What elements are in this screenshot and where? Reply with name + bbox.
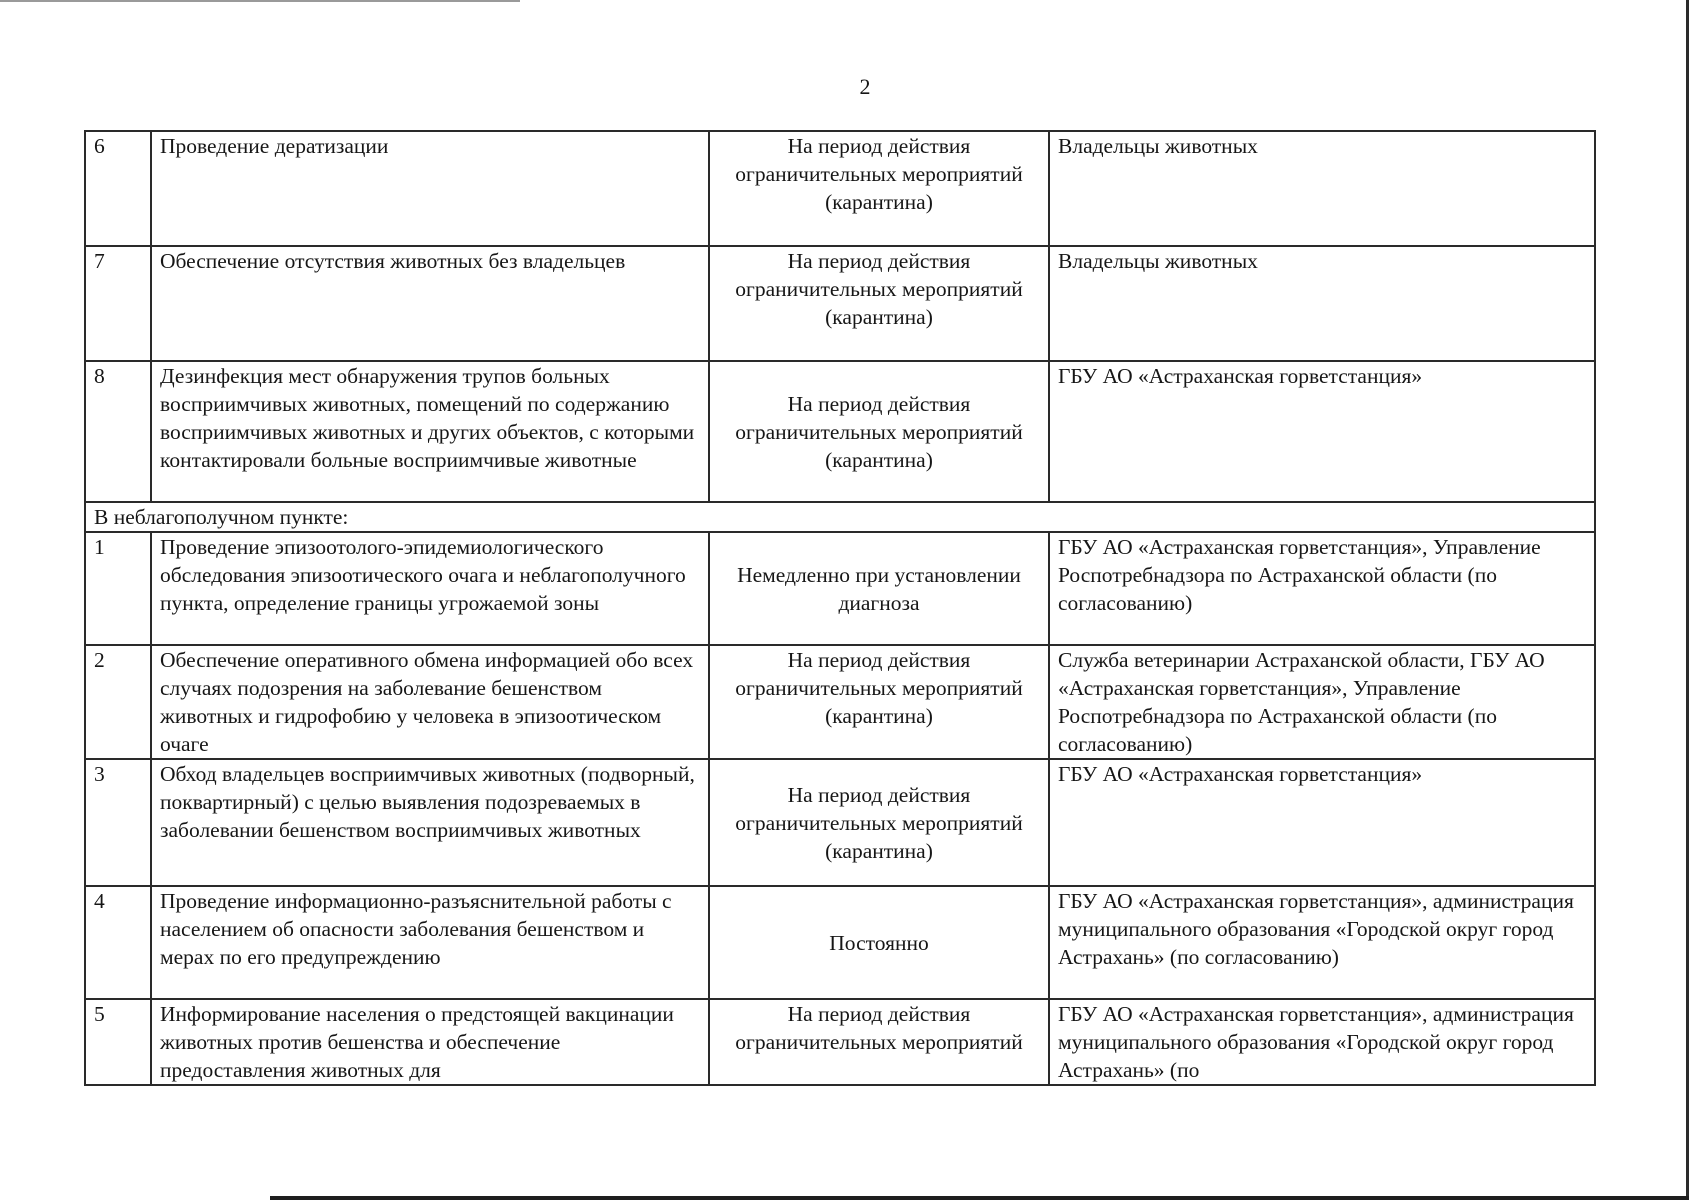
table-row [85, 759, 1595, 886]
row-number: 3 [85, 759, 151, 886]
period-cell: Немедленно при установлении диагноза [709, 532, 1049, 645]
row-number: 6 [85, 131, 151, 246]
period-cell: На период действия ограничительных мероприятий (карантина) [709, 246, 1049, 361]
responsible-cell: ГБУ АО «Астраханская горветстанция» [1049, 759, 1595, 886]
row-number: 7 [85, 246, 151, 361]
responsible-cell: Владельцы животных [1049, 246, 1595, 361]
table-row [85, 246, 1595, 361]
action-cell: Информирование населения о предстоящей вакцинации животных против бешенства и обеспечение предоставления животных для [151, 999, 709, 1085]
action-cell: Проведение эпизоотолого-эпидемиологического обследования эпизоотического очага и неблагополучного пункта, определение границы угрожаемой зоны [151, 532, 709, 645]
row-number: 8 [85, 361, 151, 502]
period-cell: Постоянно [709, 886, 1049, 999]
table-row [85, 645, 1595, 759]
table-row [85, 131, 1595, 246]
scan-edge-top [0, 0, 520, 2]
table-row [85, 361, 1595, 502]
action-cell: Обеспечение отсутствия животных без владельцев [151, 246, 709, 361]
section-heading-row [85, 502, 1595, 532]
action-cell: Дезинфекция мест обнаружения трупов больных восприимчивых животных, помещений по содержанию восприимчивых животных и других объектов, с которыми контактировали больные восприимчивые животные [151, 361, 709, 502]
action-cell: Проведение информационно-разъяснительной работы с населением об опасности заболевания бешенством и мерах по его предупреждению [151, 886, 709, 999]
table-row [85, 886, 1595, 999]
action-cell: Обеспечение оперативного обмена информацией обо всех случаях подозрения на заболевание бешенством животных и гидрофобию у человека в эпизоотическом очаге [151, 645, 709, 759]
scan-edge-bottom [270, 1196, 1689, 1200]
action-cell: Проведение дератизации [151, 131, 709, 246]
table-row [85, 999, 1595, 1085]
responsible-cell: Служба ветеринарии Астраханской области, ГБУ АО «Астраханская горветстанция», Управление Роспотребнадзора по Астраханской области (по согласованию) [1049, 645, 1595, 759]
row-number: 4 [85, 886, 151, 999]
section-heading: В неблагополучном пункте: [85, 502, 1595, 532]
period-cell: На период действия ограничительных мероприятий (карантина) [709, 361, 1049, 502]
responsible-cell: Владельцы животных [1049, 131, 1595, 246]
period-cell: На период действия ограничительных мероприятий (карантина) [709, 645, 1049, 759]
action-cell: Обход владельцев восприимчивых животных (подворный, поквартирный) с целью выявления подозреваемых в заболевании бешенством восприимчивых животных [151, 759, 709, 886]
responsible-cell: ГБУ АО «Астраханская горветстанция», администрация муниципального образования «Городской округ город Астрахань» (по согласованию) [1049, 886, 1595, 999]
responsible-cell: ГБУ АО «Астраханская горветстанция», администрация муниципального образования «Городской округ город Астрахань» (по [1049, 999, 1595, 1085]
measures-table [84, 130, 1596, 1086]
period-cell: На период действия ограничительных мероприятий [709, 999, 1049, 1085]
row-number: 2 [85, 645, 151, 759]
table-row [85, 532, 1595, 645]
period-cell: На период действия ограничительных мероприятий (карантина) [709, 131, 1049, 246]
row-number: 1 [85, 532, 151, 645]
responsible-cell: ГБУ АО «Астраханская горветстанция» [1049, 361, 1595, 502]
period-cell: На период действия ограничительных мероприятий (карантина) [709, 759, 1049, 886]
row-number: 5 [85, 999, 151, 1085]
page-number: 2 [859, 74, 871, 99]
responsible-cell: ГБУ АО «Астраханская горветстанция», Управление Роспотребнадзора по Астраханской области (по согласованию) [1049, 532, 1595, 645]
